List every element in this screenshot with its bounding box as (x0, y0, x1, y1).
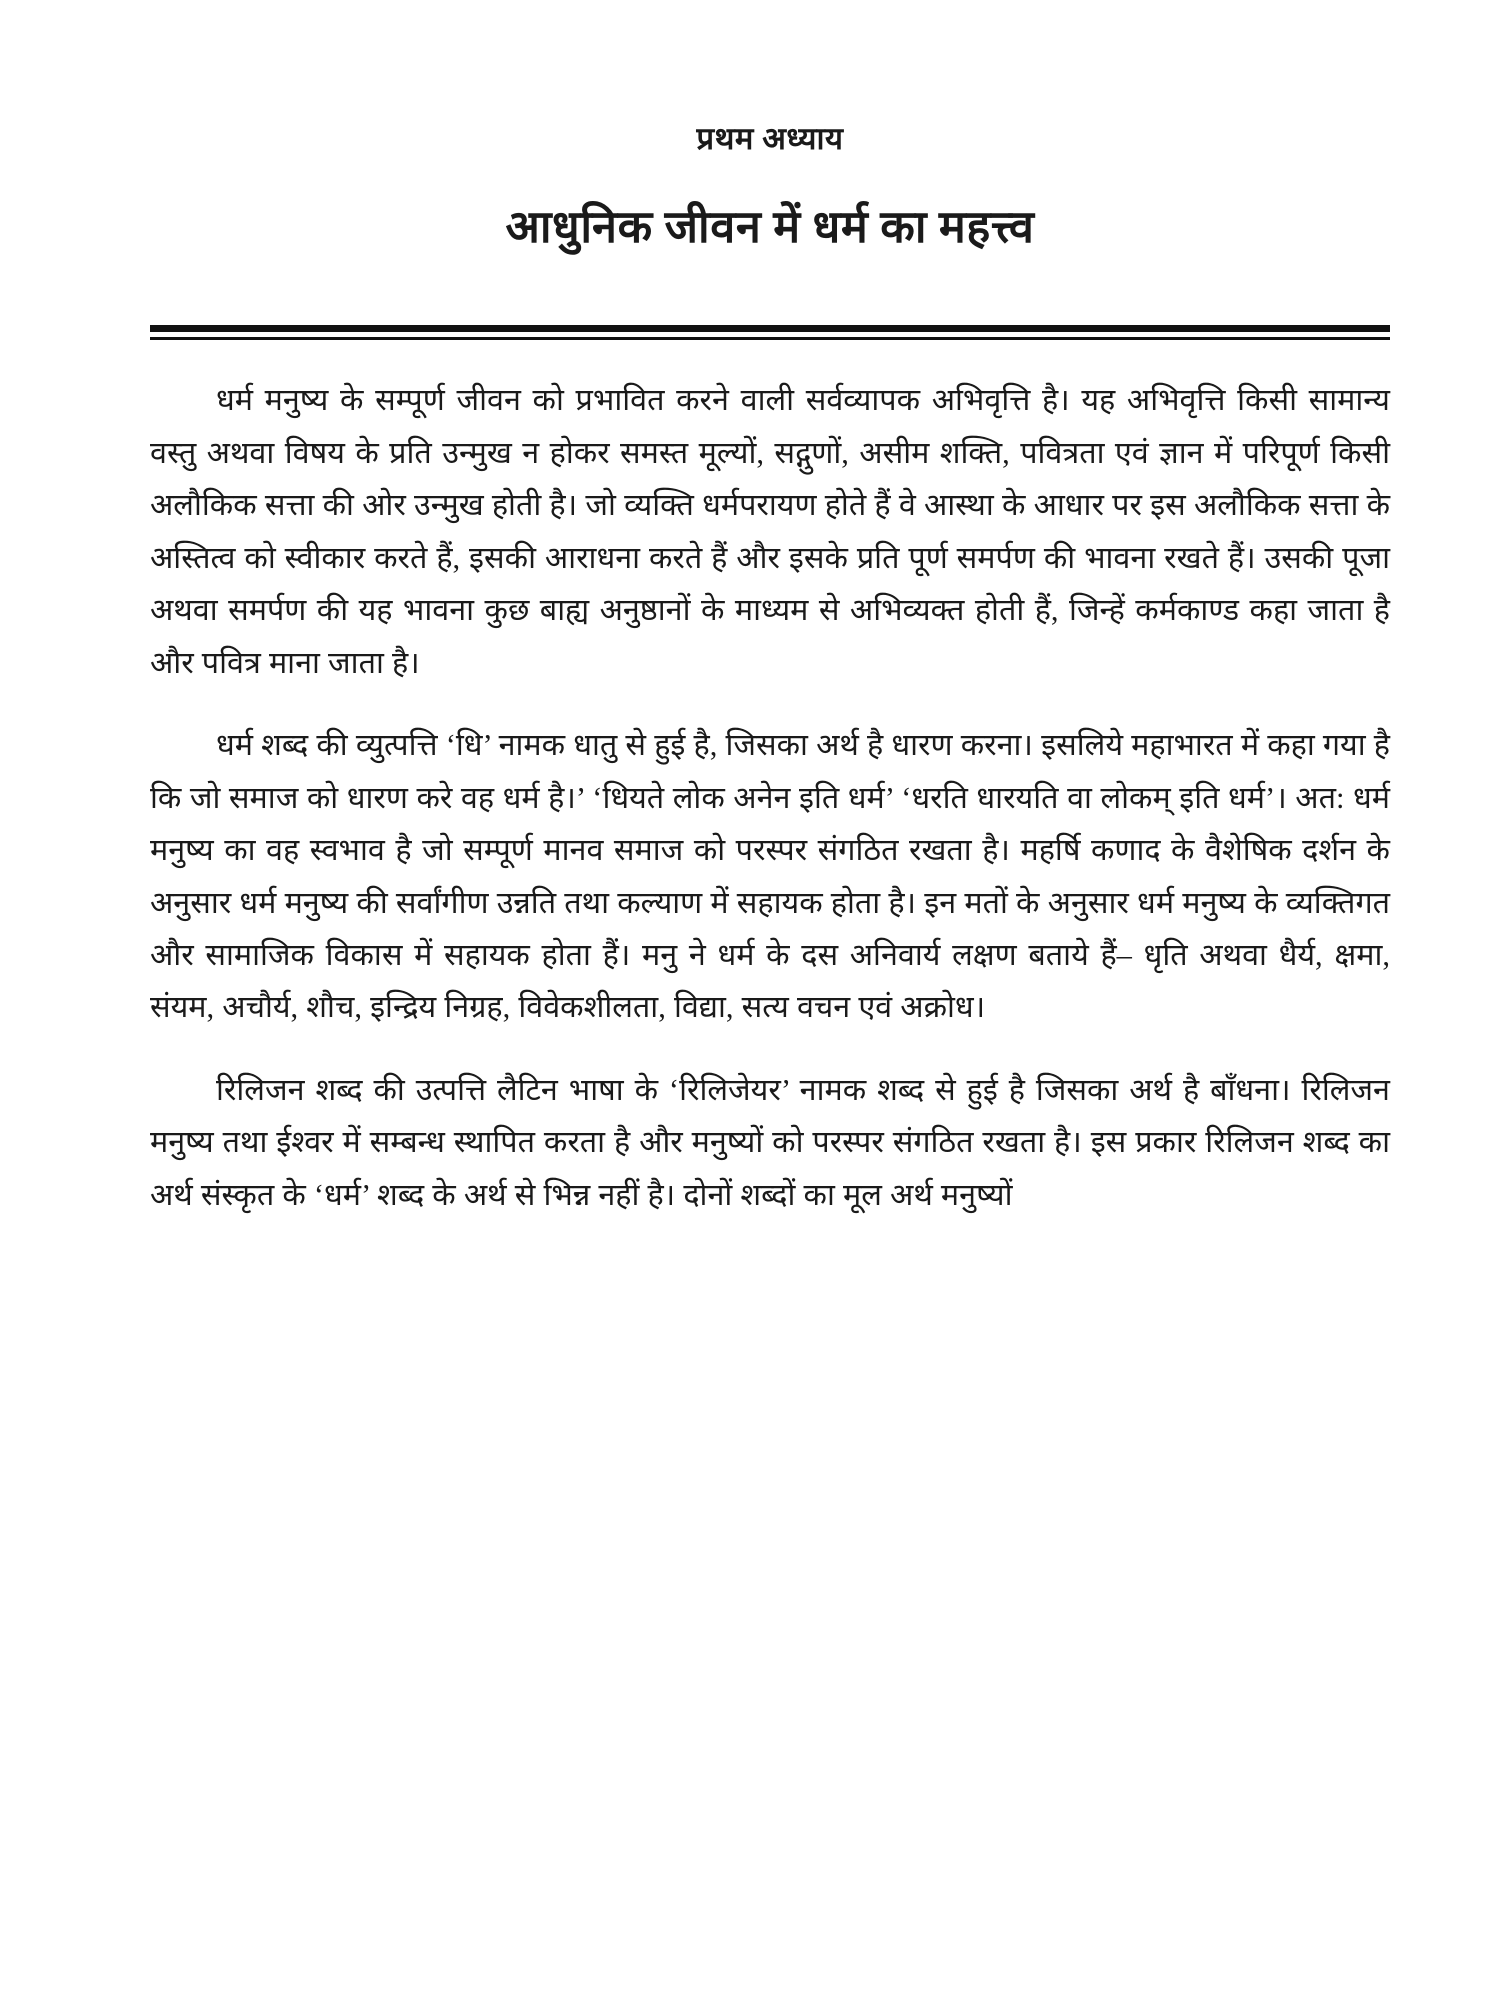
divider-thin-line (150, 337, 1390, 340)
paragraph-2: धर्म शब्द की व्युत्पत्ति ‘धि’ नामक धातु से हुई है, जिसका अर्थ है धारण करना। इसलिये महाभारत में कहा गया है कि जो समाज को धारण करे वह धर्म है।’ ‘धियते लोक अनेन इति धर्म’ ‘धरति धारयति वा लोकम् इति धर्म’। अत: धर्म मनुष्य का वह स्वभाव है जो सम्पूर्ण मानव समाज को परस्पर संगठित रखता है। महर्षि कणाद के वैशेषिक दर्शन के अनुसार धर्म मनुष्य की सर्वांगीण उन्नति तथा कल्याण में सहायक होता है। इन मतों के अनुसार धर्म मनुष्य के व्यक्तिगत और सामाजिक विकास में सहायक होता हैं। मनु ने धर्म के दस अनिवार्य लक्षण बताये हैं– धृति अथवा धैर्य, क्षमा, संयम, अचौर्य, शौच, इन्द्रिय निग्रह, विवेकशीलता, विद्या, सत्य वचन एवं अक्रोध। (150, 728, 1390, 1025)
paragraph-1: धर्म मनुष्य के सम्पूर्ण जीवन को प्रभावित करने वाली सर्वव्यापक अभिवृत्ति है। यह अभिवृत्ति किसी सामान्य वस्तु अथवा विषय के प्रति उन्मुख न होकर समस्त मूल्यों, सद्गुणों, असीम शक्ति, पवित्रता एवं ज्ञान में परिपूर्ण किसी अलौकिक सत्ता की ओर उन्मुख होती है। जो व्यक्ति धर्मपरायण होते हैं वे आस्था के आधार पर इस अलौकिक सत्ता के अस्तित्व को स्वीकार करते हैं, इसकी आराधना करते हैं और इसके प्रति पूर्ण समर्पण की भावना रखते हैं। उसकी पूजा अथवा समर्पण की यह भावना कुछ बाह्य अनुष्ठानों के माध्यम से अभिव्यक्त होती हैं, जिन्हें कर्मकाण्ड कहा जाता है और पवित्र माना जाता है। (150, 383, 1390, 680)
chapter-label: प्रथम अध्याय (696, 121, 844, 156)
divider-thick-line (150, 325, 1390, 332)
body-text (150, 374, 1390, 1221)
page-title: आधुनिक जीवन में धर्म का महत्त्व (505, 202, 1035, 253)
title-divider (150, 325, 1390, 340)
page-content (150, 0, 1390, 1221)
paragraph-3: रिलिजन शब्द की उत्पत्ति लैटिन भाषा के ‘रिलिजेयर’ नामक शब्द से हुई है जिसका अर्थ है बाँधना। रिलिजन मनुष्य तथा ईश्वर में सम्बन्ध स्थापित करता है और मनुष्यों को परस्पर संगठित रखता है। इस प्रकार रिलिजन शब्द का अर्थ संस्कृत के ‘धर्म’ शब्द के अर्थ से भिन्न नहीं है। दोनों शब्दों का मूल अर्थ मनुष्यों (150, 1072, 1390, 1212)
